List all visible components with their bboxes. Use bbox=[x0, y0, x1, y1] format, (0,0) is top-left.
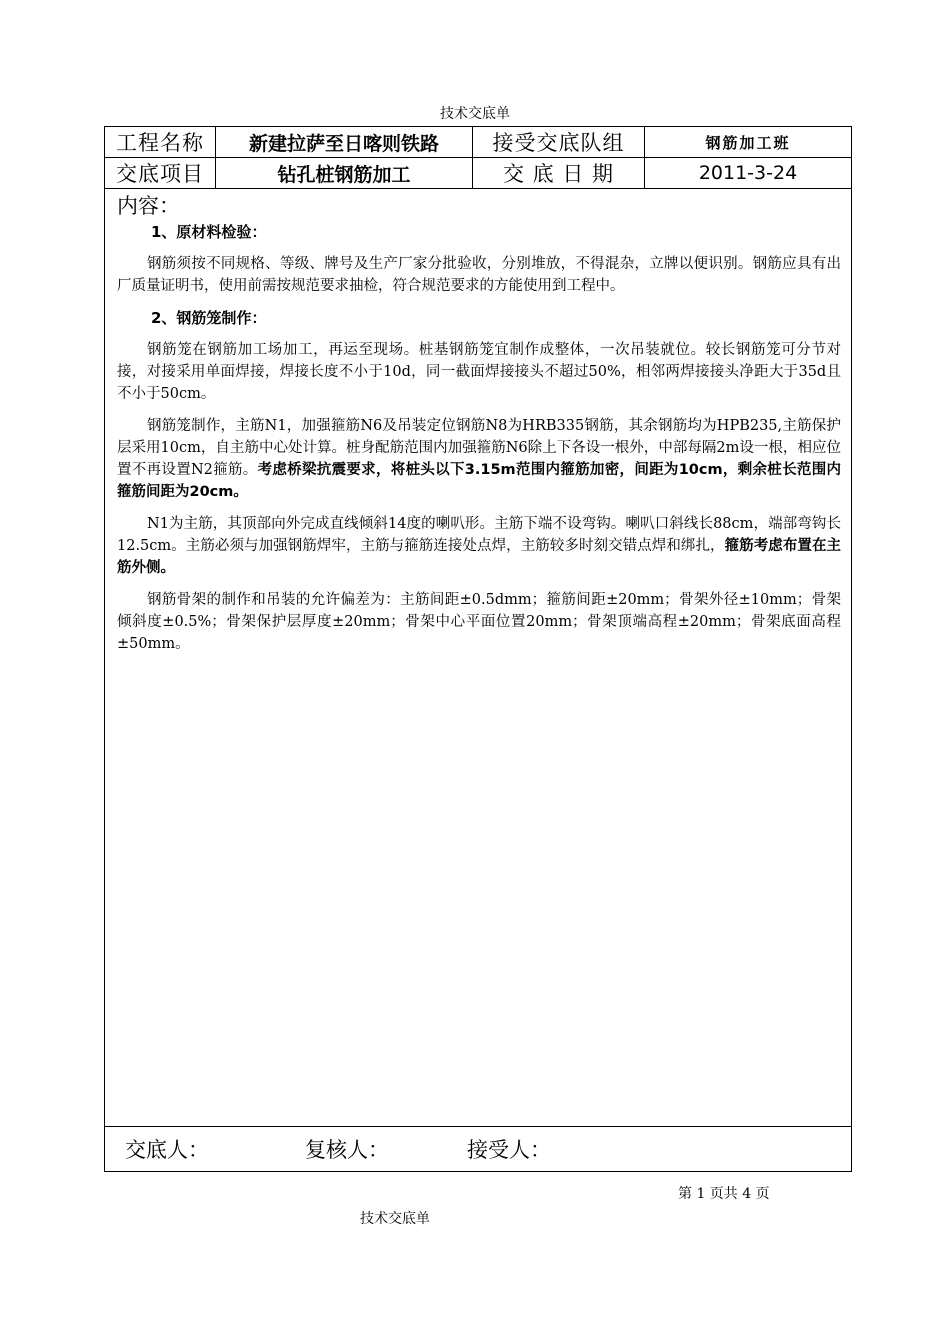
signature-cell bbox=[105, 1127, 852, 1172]
content-row bbox=[105, 189, 852, 1127]
disclosure-date-label: 交 底 日 期 bbox=[473, 158, 645, 189]
section-2-title: 2、钢筋笼制作： bbox=[151, 309, 267, 327]
discloser-signature-label: 交底人： bbox=[125, 1138, 209, 1162]
section-2-paragraph-3-text: N1为主筋，其顶部向外完成直线倾斜14度的喇叭形。主筋下端不设弯钩。喇叭口斜线长88cm，端部弯钩长12.5cm。主筋必须与加强钢筋焊牢，主筋与箍筋连接处点焊，主筋较多时刻交错点焊和绑扎， bbox=[117, 516, 841, 554]
page-number: 第 1 页共 4 页 bbox=[678, 1186, 770, 1202]
disclosure-date-value: 2011-3-24 bbox=[645, 158, 852, 189]
section-2-paragraph-3-emphasis: 箍筋考虑布置在主筋外侧。 bbox=[117, 538, 842, 576]
signature-row bbox=[105, 1127, 852, 1172]
next-page-title: 技术交底单 bbox=[360, 1211, 430, 1227]
content-cell bbox=[105, 189, 852, 1127]
signature-line bbox=[105, 1134, 851, 1164]
section-2-paragraph-2 bbox=[117, 415, 841, 503]
content-body bbox=[105, 189, 851, 655]
project-name-label: 工程名称 bbox=[105, 127, 216, 158]
section-2-paragraph-3 bbox=[117, 513, 841, 579]
section-2-paragraph-2-text: 钢筋笼制作，主筋N1，加强箍筋N6及吊装定位钢筋N8为HRB335钢筋，其余钢筋均为HPB235,主筋保护层采用10cm，自主筋中心处计算。桩身配筋范围内加强箍筋N6除上下各设一根外，中部每隔2m设一根，相应位置不再设置N2箍筋。 bbox=[117, 418, 841, 478]
document-title: 技术交底单 bbox=[440, 106, 510, 122]
section-1-paragraph: 钢筋须按不同规格、等级、牌号及生产厂家分批验收，分别堆放，不得混杂，立牌以便识别。钢筋应具有出厂质量证明书，使用前需按规范要求抽检，符合规范要求的方能使用到工程中。 bbox=[117, 256, 841, 294]
disclosure-item-label: 交底项目 bbox=[105, 158, 216, 189]
section-1-title: 1、原材料检验： bbox=[151, 223, 267, 241]
section-2-paragraph-2-emphasis: 考虑桥梁抗震要求，将桩头以下3.15m范围内箍筋加密，间距为10cm，剩余桩长范围内箍筋间距为20cm。 bbox=[117, 462, 841, 500]
receiver-signature-label: 接受人： bbox=[467, 1138, 551, 1162]
receiving-team-label: 接受交底队组 bbox=[473, 127, 645, 158]
section-2-paragraph-1: 钢筋笼在钢筋加工场加工，再运至现场。桩基钢筋笼宜制作成整体，一次吊装就位。较长钢筋笼可分节对接，对接采用单面焊接，焊接长度不小于10d，同一截面焊接接头不超过50%，相邻两焊接接头净距大于35d且不小于50cm。 bbox=[117, 342, 841, 402]
section-2-paragraph-4: 钢筋骨架的制作和吊装的允许偏差为：主筋间距±0.5dmm；箍筋间距±20mm；骨架外径±10mm；骨架倾斜度±0.5%；骨架保护层厚度±20mm；骨架中心平面位置20mm；骨架顶端高程±20mm；骨架底面高程±50mm。 bbox=[117, 592, 841, 652]
header-row-item bbox=[105, 158, 852, 189]
project-name-value: 新建拉萨至日喀则铁路 bbox=[216, 127, 473, 158]
header-row-project bbox=[105, 127, 852, 158]
content-heading: 内容： bbox=[117, 194, 180, 218]
receiving-team-value: 钢筋加工班 bbox=[645, 127, 852, 158]
disclosure-item-value: 钻孔桩钢筋加工 bbox=[216, 158, 473, 189]
disclosure-form bbox=[104, 126, 852, 1172]
reviewer-signature-label: 复核人： bbox=[305, 1138, 389, 1162]
